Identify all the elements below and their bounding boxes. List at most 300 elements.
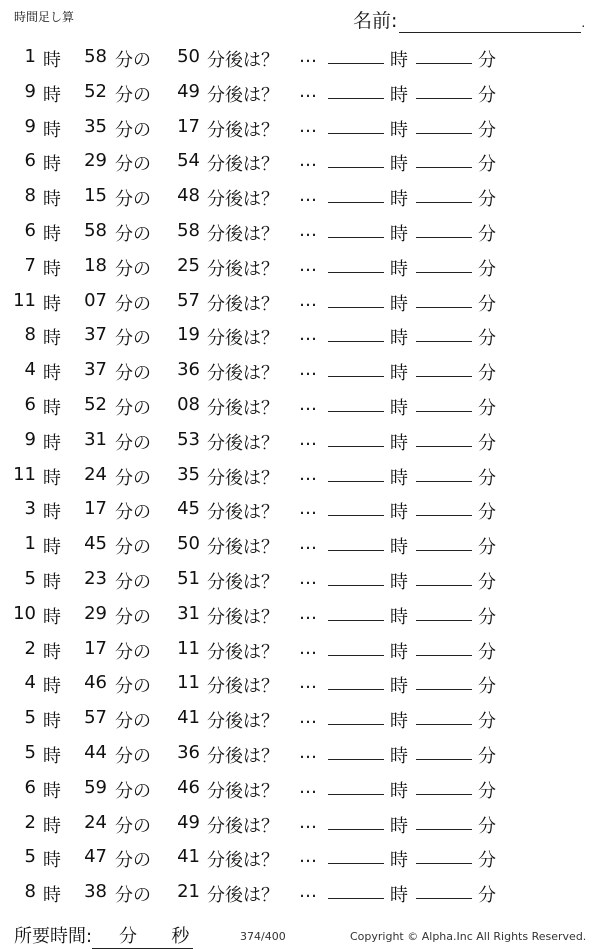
added-minutes: 36 [177,741,200,763]
elapsed-time-field [14,922,193,949]
start-hour: 6 [24,393,36,415]
answer-minute-blank[interactable] [416,804,472,830]
added-minutes: 31 [177,602,200,624]
answer-hour-blank[interactable] [328,142,384,168]
minute-of-label: 分の [115,537,151,559]
start-minute: 35 [84,115,107,137]
answer-minute-blank[interactable] [416,351,472,377]
ellipsis: … [299,741,317,763]
answer-minute-unit: 分 [478,397,496,419]
minute-of-label: 分の [115,745,151,767]
problem-row [0,386,600,421]
answer-hour-unit: 時 [390,189,408,211]
added-minutes: 49 [177,80,200,102]
answer-hour-unit: 時 [390,432,408,454]
answer-hour-blank[interactable] [328,456,384,482]
ellipsis: … [299,428,317,450]
answer-hour-blank[interactable] [328,595,384,621]
answer-minute-unit: 分 [478,432,496,454]
answer-minute-blank[interactable] [416,699,472,725]
answer-minute-blank[interactable] [416,142,472,168]
start-hour: 8 [24,185,36,207]
answer-minute-unit: 分 [478,571,496,593]
answer-hour-unit: 時 [390,502,408,524]
hour-unit: 時 [43,676,61,698]
answer-hour-unit: 時 [390,676,408,698]
elapsed-time-label: 所要時間: [14,926,93,947]
ellipsis: … [299,672,317,694]
start-hour: 6 [24,219,36,241]
start-hour: 8 [24,881,36,903]
answer-minute-blank[interactable] [416,108,472,134]
name-label: 名前: [353,10,398,32]
problem-row [0,177,600,212]
start-hour: 4 [24,672,36,694]
hour-unit: 時 [43,467,61,489]
problem-row [0,316,600,351]
minute-of-label: 分の [115,850,151,872]
hour-unit: 時 [43,815,61,837]
start-minute: 57 [84,707,107,729]
minutes-after-label: 分後は？ [207,154,279,176]
answer-minute-unit: 分 [478,84,496,106]
answer-hour-blank[interactable] [328,525,384,551]
answer-minute-unit: 分 [478,850,496,872]
answer-hour-unit: 時 [390,815,408,837]
minute-of-label: 分の [115,154,151,176]
minutes-after-label: 分後は？ [207,467,279,489]
elapsed-min-unit: 分 [118,926,137,947]
start-hour: 2 [24,811,36,833]
start-hour: 7 [24,254,36,276]
start-minute: 29 [84,150,107,172]
problem-row [0,804,600,839]
answer-minute-blank[interactable] [416,212,472,238]
answer-hour-blank[interactable] [328,769,384,795]
start-hour: 8 [24,324,36,346]
added-minutes: 54 [177,150,200,172]
start-minute: 31 [84,428,107,450]
minute-of-label: 分の [115,328,151,350]
answer-hour-blank[interactable] [328,177,384,203]
minutes-after-label: 分後は？ [207,780,279,802]
minutes-after-label: 分後は？ [207,676,279,698]
name-field[interactable] [353,6,585,33]
hour-unit: 時 [43,885,61,907]
answer-minute-blank[interactable] [416,490,472,516]
page-number: 374/400 [240,930,286,943]
problem-row [0,490,600,525]
answer-hour-unit: 時 [390,537,408,559]
ellipsis: … [299,219,317,241]
problem-row [0,212,600,247]
added-minutes: 53 [177,428,200,450]
minute-of-label: 分の [115,189,151,211]
hour-unit: 時 [43,154,61,176]
answer-minute-unit: 分 [478,885,496,907]
start-minute: 58 [84,219,107,241]
answer-hour-blank[interactable] [328,560,384,586]
minute-of-label: 分の [115,258,151,280]
hour-unit: 時 [43,189,61,211]
problem-row [0,73,600,108]
added-minutes: 50 [177,533,200,555]
ellipsis: … [299,324,317,346]
answer-minute-unit: 分 [478,363,496,385]
answer-hour-blank[interactable] [328,247,384,273]
minute-of-label: 分の [115,502,151,524]
problem-row [0,142,600,177]
elapsed-time-blank[interactable] [92,922,193,949]
minutes-after-label: 分後は？ [207,745,279,767]
answer-hour-unit: 時 [390,850,408,872]
answer-hour-unit: 時 [390,397,408,419]
minute-of-label: 分の [115,432,151,454]
minute-of-label: 分の [115,467,151,489]
start-minute: 37 [84,359,107,381]
answer-hour-unit: 時 [390,154,408,176]
elapsed-sec-unit: 秒 [171,926,190,947]
ellipsis: … [299,498,317,520]
answer-hour-unit: 時 [390,223,408,245]
added-minutes: 35 [177,463,200,485]
hour-unit: 時 [43,328,61,350]
start-minute: 58 [84,46,107,67]
ellipsis: … [299,254,317,276]
answer-hour-unit: 時 [390,328,408,350]
answer-minute-blank[interactable] [416,630,472,656]
minutes-after-label: 分後は？ [207,258,279,280]
hour-unit: 時 [43,363,61,385]
minutes-after-label: 分後は？ [207,537,279,559]
worksheet-title: 時間足し算 [14,10,75,24]
minutes-after-label: 分後は？ [207,363,279,385]
answer-minute-unit: 分 [478,537,496,559]
added-minutes: 48 [177,185,200,207]
answer-hour-blank[interactable] [328,282,384,308]
added-minutes: 36 [177,359,200,381]
ellipsis: … [299,150,317,172]
start-minute: 15 [84,185,107,207]
answer-hour-unit: 時 [390,50,408,71]
ellipsis: … [299,393,317,415]
answer-hour-unit: 時 [390,363,408,385]
minute-of-label: 分の [115,606,151,628]
minute-of-label: 分の [115,780,151,802]
answer-hour-blank[interactable] [328,108,384,134]
minute-of-label: 分の [115,363,151,385]
start-hour: 9 [24,428,36,450]
problem-row [0,108,600,143]
answer-hour-unit: 時 [390,293,408,315]
answer-minute-unit: 分 [478,50,496,71]
problem-row [0,282,600,317]
minute-of-label: 分の [115,815,151,837]
minutes-after-label: 分後は？ [207,885,279,907]
answer-minute-blank[interactable] [416,386,472,412]
answer-minute-unit: 分 [478,711,496,733]
problem-list [0,38,600,908]
start-minute: 38 [84,881,107,903]
start-hour: 3 [24,498,36,520]
answer-hour-blank[interactable] [328,38,384,64]
start-hour: 2 [24,637,36,659]
ellipsis: … [299,567,317,589]
added-minutes: 11 [177,637,200,659]
start-hour: 5 [24,707,36,729]
start-hour: 10 [13,602,36,624]
hour-unit: 時 [43,432,61,454]
answer-minute-blank[interactable] [416,595,472,621]
problem-row [0,838,600,873]
answer-hour-blank[interactable] [328,386,384,412]
answer-hour-blank[interactable] [328,630,384,656]
added-minutes: 50 [177,46,200,67]
ellipsis: … [299,637,317,659]
answer-minute-blank[interactable] [416,873,472,899]
answer-minute-unit: 分 [478,606,496,628]
answer-minute-blank[interactable] [416,664,472,690]
answer-minute-unit: 分 [478,815,496,837]
answer-minute-unit: 分 [478,641,496,663]
ellipsis: … [299,846,317,868]
answer-minute-blank[interactable] [416,769,472,795]
added-minutes: 51 [177,567,200,589]
answer-minute-blank[interactable] [416,38,472,64]
answer-minute-unit: 分 [478,502,496,524]
added-minutes: 21 [177,881,200,903]
start-minute: 46 [84,672,107,694]
minute-of-label: 分の [115,397,151,419]
start-hour: 5 [24,567,36,589]
ellipsis: … [299,811,317,833]
minute-of-label: 分の [115,571,151,593]
minutes-after-label: 分後は？ [207,711,279,733]
start-minute: 37 [84,324,107,346]
problem-row [0,699,600,734]
added-minutes: 58 [177,219,200,241]
start-hour: 9 [24,80,36,102]
start-hour: 11 [13,463,36,485]
hour-unit: 時 [43,850,61,872]
start-hour: 11 [13,289,36,311]
ellipsis: … [299,185,317,207]
ellipsis: … [299,533,317,555]
problem-row [0,769,600,804]
start-minute: 59 [84,776,107,798]
answer-hour-unit: 時 [390,745,408,767]
answer-minute-blank[interactable] [416,560,472,586]
minutes-after-label: 分後は？ [207,815,279,837]
answer-hour-unit: 時 [390,885,408,907]
added-minutes: 08 [177,393,200,415]
answer-minute-blank[interactable] [416,177,472,203]
minutes-after-label: 分後は？ [207,502,279,524]
answer-hour-blank[interactable] [328,804,384,830]
start-minute: 44 [84,741,107,763]
answer-hour-unit: 時 [390,606,408,628]
answer-minute-unit: 分 [478,258,496,280]
answer-minute-blank[interactable] [416,734,472,760]
answer-hour-unit: 時 [390,258,408,280]
answer-hour-blank[interactable] [328,316,384,342]
answer-hour-unit: 時 [390,780,408,802]
answer-minute-unit: 分 [478,189,496,211]
answer-hour-blank[interactable] [328,421,384,447]
minutes-after-label: 分後は？ [207,328,279,350]
minutes-after-label: 分後は？ [207,606,279,628]
hour-unit: 時 [43,293,61,315]
problem-row [0,560,600,595]
answer-hour-unit: 時 [390,84,408,106]
hour-unit: 時 [43,84,61,106]
hour-unit: 時 [43,397,61,419]
ellipsis: … [299,359,317,381]
added-minutes: 57 [177,289,200,311]
start-minute: 24 [84,811,107,833]
added-minutes: 41 [177,846,200,868]
hour-unit: 時 [43,711,61,733]
hour-unit: 時 [43,258,61,280]
answer-minute-blank[interactable] [416,73,472,99]
start-minute: 29 [84,602,107,624]
hour-unit: 時 [43,50,61,71]
minutes-after-label: 分後は？ [207,84,279,106]
minutes-after-label: 分後は？ [207,50,279,71]
answer-minute-unit: 分 [478,467,496,489]
answer-minute-unit: 分 [478,154,496,176]
ellipsis: … [299,707,317,729]
start-minute: 17 [84,637,107,659]
start-hour: 4 [24,359,36,381]
name-end-dot: . [581,16,586,30]
ellipsis: … [299,602,317,624]
hour-unit: 時 [43,223,61,245]
hour-unit: 時 [43,606,61,628]
added-minutes: 41 [177,707,200,729]
start-minute: 52 [84,80,107,102]
minutes-after-label: 分後は？ [207,641,279,663]
answer-hour-unit: 時 [390,641,408,663]
answer-minute-unit: 分 [478,676,496,698]
added-minutes: 45 [177,498,200,520]
answer-hour-blank[interactable] [328,73,384,99]
start-minute: 07 [84,289,107,311]
start-hour: 5 [24,846,36,868]
minutes-after-label: 分後は？ [207,119,279,141]
answer-minute-unit: 分 [478,328,496,350]
hour-unit: 時 [43,571,61,593]
answer-hour-blank[interactable] [328,664,384,690]
problem-row [0,456,600,491]
start-minute: 24 [84,463,107,485]
minutes-after-label: 分後は？ [207,571,279,593]
minutes-after-label: 分後は？ [207,432,279,454]
answer-minute-blank[interactable] [416,282,472,308]
added-minutes: 25 [177,254,200,276]
answer-minute-unit: 分 [478,780,496,802]
ellipsis: … [299,463,317,485]
problem-row [0,525,600,560]
added-minutes: 17 [177,115,200,137]
problem-row [0,595,600,630]
start-minute: 45 [84,533,107,555]
problem-row [0,421,600,456]
answer-hour-blank[interactable] [328,212,384,238]
minute-of-label: 分の [115,50,151,71]
added-minutes: 11 [177,672,200,694]
hour-unit: 時 [43,537,61,559]
ellipsis: … [299,289,317,311]
minutes-after-label: 分後は？ [207,293,279,315]
start-hour: 9 [24,115,36,137]
ellipsis: … [299,115,317,137]
added-minutes: 46 [177,776,200,798]
start-hour: 1 [24,46,36,67]
minutes-after-label: 分後は？ [207,189,279,211]
start-hour: 1 [24,533,36,555]
ellipsis: … [299,46,317,67]
minutes-after-label: 分後は？ [207,397,279,419]
answer-minute-blank[interactable] [416,316,472,342]
start-minute: 47 [84,846,107,868]
start-hour: 6 [24,776,36,798]
answer-hour-blank[interactable] [328,838,384,864]
minute-of-label: 分の [115,84,151,106]
name-blank[interactable] [399,14,581,33]
answer-minute-blank[interactable] [416,525,472,551]
start-minute: 17 [84,498,107,520]
problem-row [0,734,600,769]
start-hour: 5 [24,741,36,763]
answer-hour-unit: 時 [390,467,408,489]
minutes-after-label: 分後は？ [207,223,279,245]
answer-hour-blank[interactable] [328,351,384,377]
answer-minute-blank[interactable] [416,838,472,864]
minute-of-label: 分の [115,641,151,663]
answer-hour-blank[interactable] [328,490,384,516]
answer-minute-unit: 分 [478,293,496,315]
minute-of-label: 分の [115,711,151,733]
answer-minute-blank[interactable] [416,247,472,273]
minute-of-label: 分の [115,885,151,907]
minute-of-label: 分の [115,293,151,315]
ellipsis: … [299,881,317,903]
start-minute: 18 [84,254,107,276]
minute-of-label: 分の [115,223,151,245]
problem-row [0,247,600,282]
minutes-after-label: 分後は？ [207,850,279,872]
problem-row [0,351,600,386]
hour-unit: 時 [43,502,61,524]
copyright-text: Copyright © Alpha.Inc All Rights Reserved. [350,930,587,943]
problem-row [0,873,600,908]
hour-unit: 時 [43,641,61,663]
answer-hour-blank[interactable] [328,873,384,899]
ellipsis: … [299,80,317,102]
added-minutes: 49 [177,811,200,833]
answer-minute-blank[interactable] [416,421,472,447]
answer-hour-unit: 時 [390,711,408,733]
answer-hour-blank[interactable] [328,734,384,760]
answer-minute-unit: 分 [478,119,496,141]
answer-minute-unit: 分 [478,223,496,245]
answer-hour-blank[interactable] [328,699,384,725]
answer-hour-unit: 時 [390,119,408,141]
answer-minute-blank[interactable] [416,456,472,482]
hour-unit: 時 [43,780,61,802]
minute-of-label: 分の [115,119,151,141]
